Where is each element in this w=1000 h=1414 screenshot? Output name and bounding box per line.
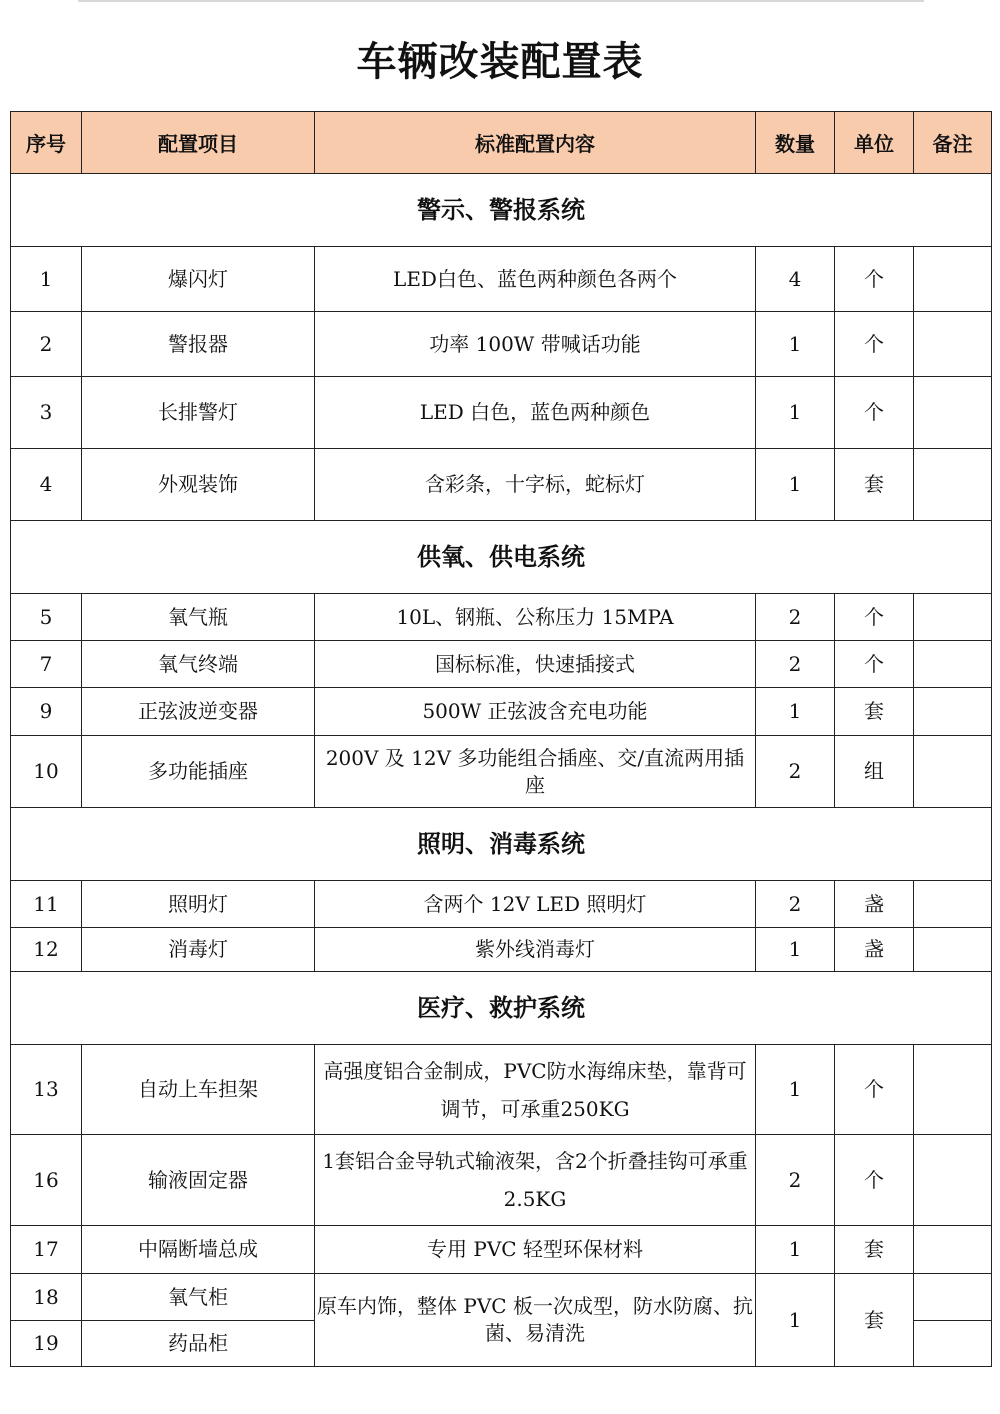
cell-no: 4 bbox=[11, 449, 82, 521]
cell-note bbox=[914, 928, 992, 972]
cell-no: 1 bbox=[11, 247, 82, 312]
cell-qty: 2 bbox=[756, 1135, 835, 1226]
cell-no: 2 bbox=[11, 312, 82, 377]
cell-item: 药品柜 bbox=[82, 1321, 315, 1367]
table-row bbox=[11, 449, 992, 521]
section-row bbox=[11, 808, 992, 881]
cell-content: LED白色、蓝色两种颜色各两个 bbox=[315, 247, 756, 312]
cell-qty: 2 bbox=[756, 881, 835, 928]
table-row bbox=[11, 881, 992, 928]
table-row bbox=[11, 1226, 992, 1274]
cell-note bbox=[914, 1135, 992, 1226]
cell-unit-merged: 套 bbox=[835, 1274, 914, 1367]
cell-note bbox=[914, 449, 992, 521]
cell-unit: 盏 bbox=[835, 928, 914, 972]
cell-no: 13 bbox=[11, 1045, 82, 1135]
cell-qty: 2 bbox=[756, 736, 835, 808]
cell-content: 含彩条，十字标，蛇标灯 bbox=[315, 449, 756, 521]
cell-qty: 1 bbox=[756, 312, 835, 377]
cell-item: 氧气柜 bbox=[82, 1274, 315, 1321]
table-row bbox=[11, 1135, 992, 1226]
cell-content: 200V 及 12V 多功能组合插座、交/直流两用插座 bbox=[315, 736, 756, 808]
cell-content: 含两个 12V LED 照明灯 bbox=[315, 881, 756, 928]
header-item: 配置项目 bbox=[82, 112, 315, 174]
cell-no: 18 bbox=[11, 1274, 82, 1321]
cell-qty: 1 bbox=[756, 1045, 835, 1135]
cell-content: 紫外线消毒灯 bbox=[315, 928, 756, 972]
cell-no: 11 bbox=[11, 881, 82, 928]
cell-note bbox=[914, 1274, 992, 1321]
cell-content: 高强度铝合金制成，PVC防水海绵床垫，靠背可调节，可承重250KG bbox=[315, 1045, 756, 1135]
cell-note bbox=[914, 312, 992, 377]
table-row bbox=[11, 1274, 992, 1321]
table-row bbox=[11, 594, 992, 641]
section-title: 照明、消毒系统 bbox=[11, 808, 992, 881]
cell-content: 1套铝合金导轨式输液架，含2个折叠挂钩可承重2.5KG bbox=[315, 1135, 756, 1226]
header-note: 备注 bbox=[914, 112, 992, 174]
section-title: 警示、警报系统 bbox=[11, 174, 992, 247]
cell-qty: 2 bbox=[756, 641, 835, 688]
cell-item: 输液固定器 bbox=[82, 1135, 315, 1226]
section-title: 供氧、供电系统 bbox=[11, 521, 992, 594]
cell-note bbox=[914, 247, 992, 312]
cell-unit: 组 bbox=[835, 736, 914, 808]
config-table bbox=[10, 111, 992, 1367]
cell-item: 氧气终端 bbox=[82, 641, 315, 688]
cell-no: 17 bbox=[11, 1226, 82, 1274]
table-row bbox=[11, 377, 992, 449]
cell-note bbox=[914, 1045, 992, 1135]
cell-item: 氧气瓶 bbox=[82, 594, 315, 641]
cell-item: 正弦波逆变器 bbox=[82, 688, 315, 736]
cell-item: 爆闪灯 bbox=[82, 247, 315, 312]
cell-unit: 个 bbox=[835, 312, 914, 377]
cell-unit: 盏 bbox=[835, 881, 914, 928]
cell-note bbox=[914, 594, 992, 641]
cell-unit: 个 bbox=[835, 1045, 914, 1135]
top-divider bbox=[78, 0, 924, 2]
cell-qty: 4 bbox=[756, 247, 835, 312]
table-row bbox=[11, 928, 992, 972]
section-title: 医疗、救护系统 bbox=[11, 972, 992, 1045]
cell-content: 10L、钢瓶、公称压力 15MPA bbox=[315, 594, 756, 641]
cell-qty: 1 bbox=[756, 449, 835, 521]
cell-note bbox=[914, 1226, 992, 1274]
table-row bbox=[11, 312, 992, 377]
cell-item: 警报器 bbox=[82, 312, 315, 377]
cell-qty-merged: 1 bbox=[756, 1274, 835, 1367]
cell-content: 功率 100W 带喊话功能 bbox=[315, 312, 756, 377]
cell-unit: 套 bbox=[835, 688, 914, 736]
cell-content: LED 白色，蓝色两种颜色 bbox=[315, 377, 756, 449]
cell-item: 自动上车担架 bbox=[82, 1045, 315, 1135]
cell-no: 3 bbox=[11, 377, 82, 449]
cell-content-merged: 原车内饰，整体 PVC 板一次成型，防水防腐、抗菌、易清洗 bbox=[315, 1274, 756, 1367]
cell-unit: 套 bbox=[835, 449, 914, 521]
table-row bbox=[11, 1045, 992, 1135]
cell-content: 500W 正弦波含充电功能 bbox=[315, 688, 756, 736]
cell-item: 长排警灯 bbox=[82, 377, 315, 449]
cell-no: 5 bbox=[11, 594, 82, 641]
cell-note bbox=[914, 688, 992, 736]
cell-note bbox=[914, 377, 992, 449]
cell-unit: 个 bbox=[835, 594, 914, 641]
cell-no: 10 bbox=[11, 736, 82, 808]
cell-no: 19 bbox=[11, 1321, 82, 1367]
cell-no: 16 bbox=[11, 1135, 82, 1226]
cell-content: 专用 PVC 轻型环保材料 bbox=[315, 1226, 756, 1274]
table-row bbox=[11, 688, 992, 736]
cell-note-empty bbox=[914, 1321, 992, 1367]
cell-no: 7 bbox=[11, 641, 82, 688]
cell-qty: 2 bbox=[756, 594, 835, 641]
header-content: 标准配置内容 bbox=[315, 112, 756, 174]
cell-no: 12 bbox=[11, 928, 82, 972]
cell-note bbox=[914, 641, 992, 688]
cell-qty: 1 bbox=[756, 377, 835, 449]
cell-note bbox=[914, 736, 992, 808]
page-title: 车辆改装配置表 bbox=[356, 39, 644, 85]
cell-item: 外观装饰 bbox=[82, 449, 315, 521]
cell-qty: 1 bbox=[756, 688, 835, 736]
cell-note bbox=[914, 881, 992, 928]
cell-unit: 个 bbox=[835, 641, 914, 688]
cell-unit: 套 bbox=[835, 1226, 914, 1274]
section-row bbox=[11, 174, 992, 247]
header-row bbox=[11, 112, 992, 174]
table-row bbox=[11, 736, 992, 808]
section-row bbox=[11, 972, 992, 1045]
cell-unit: 个 bbox=[835, 1135, 914, 1226]
header-unit: 单位 bbox=[835, 112, 914, 174]
header-no: 序号 bbox=[11, 112, 82, 174]
cell-item: 中隔断墙总成 bbox=[82, 1226, 315, 1274]
cell-unit: 个 bbox=[835, 377, 914, 449]
cell-item: 多功能插座 bbox=[82, 736, 315, 808]
cell-qty: 1 bbox=[756, 928, 835, 972]
cell-qty: 1 bbox=[756, 1226, 835, 1274]
cell-unit: 个 bbox=[835, 247, 914, 312]
table-row bbox=[11, 247, 992, 312]
cell-item: 消毒灯 bbox=[82, 928, 315, 972]
cell-item: 照明灯 bbox=[82, 881, 315, 928]
table-row bbox=[11, 641, 992, 688]
header-qty: 数量 bbox=[756, 112, 835, 174]
cell-content: 国标标准，快速插接式 bbox=[315, 641, 756, 688]
cell-no: 9 bbox=[11, 688, 82, 736]
section-row bbox=[11, 521, 992, 594]
